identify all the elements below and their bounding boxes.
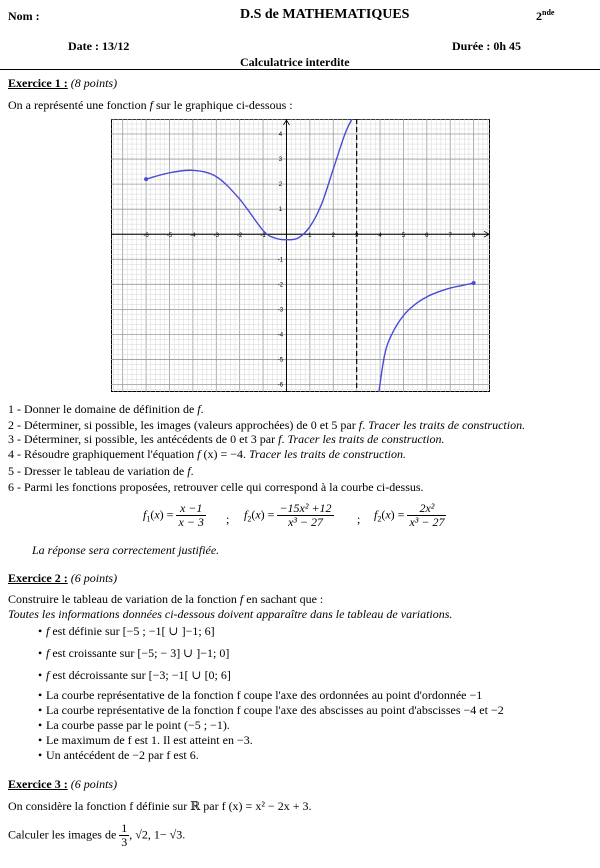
x-tick-label: 4 (378, 233, 382, 240)
justification-note: La réponse sera correctement justifiée. (32, 543, 220, 557)
list-item: • f est croissante sur [−5; − 3] ∪ ]−1; 0] (46, 646, 504, 663)
ex2-heading: Exercice 2 : (6 points) (8, 571, 118, 585)
x-tick-label: 1 (308, 233, 312, 240)
x-tick-label: -6 (143, 233, 149, 240)
function-graph (111, 119, 490, 392)
x-tick-label: -3 (213, 233, 219, 240)
y-tick-label: 4 (278, 132, 283, 139)
list-item: • f est décroissante sur [−3; −1[ ∪ [0; 6] (46, 668, 504, 685)
y-tick-label: 3 (278, 157, 283, 164)
calculator-note: Calculatrice interdite (240, 55, 350, 69)
ex2-note: Toutes les informations données ci-dessous doivent apparaître dans le tableau de variations. (8, 607, 453, 621)
ex3-intro: On considère la fonction f définie sur ℝ par f (x) = x² − 2x + 3. (8, 799, 312, 813)
x-tick-label: 8 (471, 233, 476, 240)
y-tick-label: -1 (277, 257, 284, 264)
separator-2: ; (357, 512, 361, 526)
y-tick-label: -3 (277, 307, 284, 314)
ex1-q2: 2 - Déterminer, si possible, les images (valeurs approchées) de 0 et 5 par f. Tracer les traits de construction. (8, 418, 526, 432)
ex1-q3: 3 - Déterminer, si possible, les antécédents de 0 et 3 par f. Tracer les traits de construction. (8, 432, 445, 446)
x-tick-label: -4 (190, 233, 196, 240)
function-f1: $f_1(x)$ = $\frac{x -1}{x - 3}$ (143, 501, 204, 529)
y-tick-label: 2 (278, 182, 283, 189)
ex2-list (46, 624, 504, 763)
ex3-question: Calculer les images de $\frac{1}{3}$ , √2, 1− √3. (8, 821, 186, 849)
ex3-heading: Exercice 3 : (6 points) (8, 777, 118, 791)
function-f3: $f_2(x)$ = $\frac{\text{2x²}}{\text{x³ − 27}}$ (374, 501, 445, 529)
ex1-q5: 5 - Dresser le tableau de variation de f. (8, 464, 194, 478)
y-tick-label: -4 (277, 332, 284, 339)
ex1-q6: 6 - Parmi les fonctions proposées, retrouver celle qui correspond à la courbe ci-dessus. (8, 480, 424, 494)
list-item: • Un antécédent de −2 par f est 6. (46, 748, 504, 763)
list-item: • La courbe représentative de la fonction f coupe l'axe des ordonnées au point d'ordonnée −1 (46, 688, 504, 703)
list-item: • Le maximum de f est 1. Il est atteint en −3. (46, 733, 504, 748)
y-tick-label: -5 (277, 357, 284, 364)
x-tick-label: 2 (331, 233, 335, 240)
duration-label: Durée : 0h 45 (452, 39, 521, 53)
name-label: Nom : (8, 9, 40, 23)
x-tick-label: 5 (401, 233, 406, 240)
function-f2: $f_2(x)$ = $\frac{\text{−15x² +12}}{\text{x³ − 27}}$ (244, 501, 332, 529)
x-tick-label: -1 (260, 233, 266, 240)
class-label: 2nde (536, 8, 555, 23)
ex1-heading: Exercice 1 : (8 points) (8, 76, 118, 90)
header-divider (0, 69, 600, 70)
x-tick-label: -5 (166, 233, 173, 240)
y-tick-label: 1 (278, 207, 283, 214)
curve-start-point (144, 177, 148, 181)
x-tick-label: 3 (354, 233, 359, 240)
ex1-q4: 4 - Résoudre graphiquement l'équation f (x) = −4. Tracer les traits de construction. (8, 447, 406, 461)
x-tick-label: 6 (425, 233, 429, 240)
x-tick-label: -2 (237, 233, 243, 240)
list-item: • La courbe représentative de la fonction f coupe l'axe des abscisses au point d'abscisses −4 et −2 (46, 703, 504, 718)
date-label: Date : 13/12 (68, 39, 130, 53)
y-tick-label: -6 (277, 382, 284, 389)
ex1-q1: 1 - Donner le domaine de définition de f. (8, 402, 204, 416)
x-tick-label: 7 (448, 233, 452, 240)
separator-1: ; (226, 512, 230, 526)
list-item: • La courbe passe par le point (−5 ; −1). (46, 718, 504, 733)
ex2-intro: Construire le tableau de variation de la fonction f en sachant que : (8, 592, 324, 606)
ex1-intro: On a représenté une fonction f sur le graphique ci-dessous : (8, 98, 293, 112)
page-title: D.S de MATHEMATIQUES (240, 7, 410, 22)
y-tick-label: -2 (277, 282, 284, 289)
list-item: • f est définie sur [−5 ; −1[ ∪ ]−1; 6] (46, 624, 504, 641)
curve-end-point (472, 281, 476, 285)
